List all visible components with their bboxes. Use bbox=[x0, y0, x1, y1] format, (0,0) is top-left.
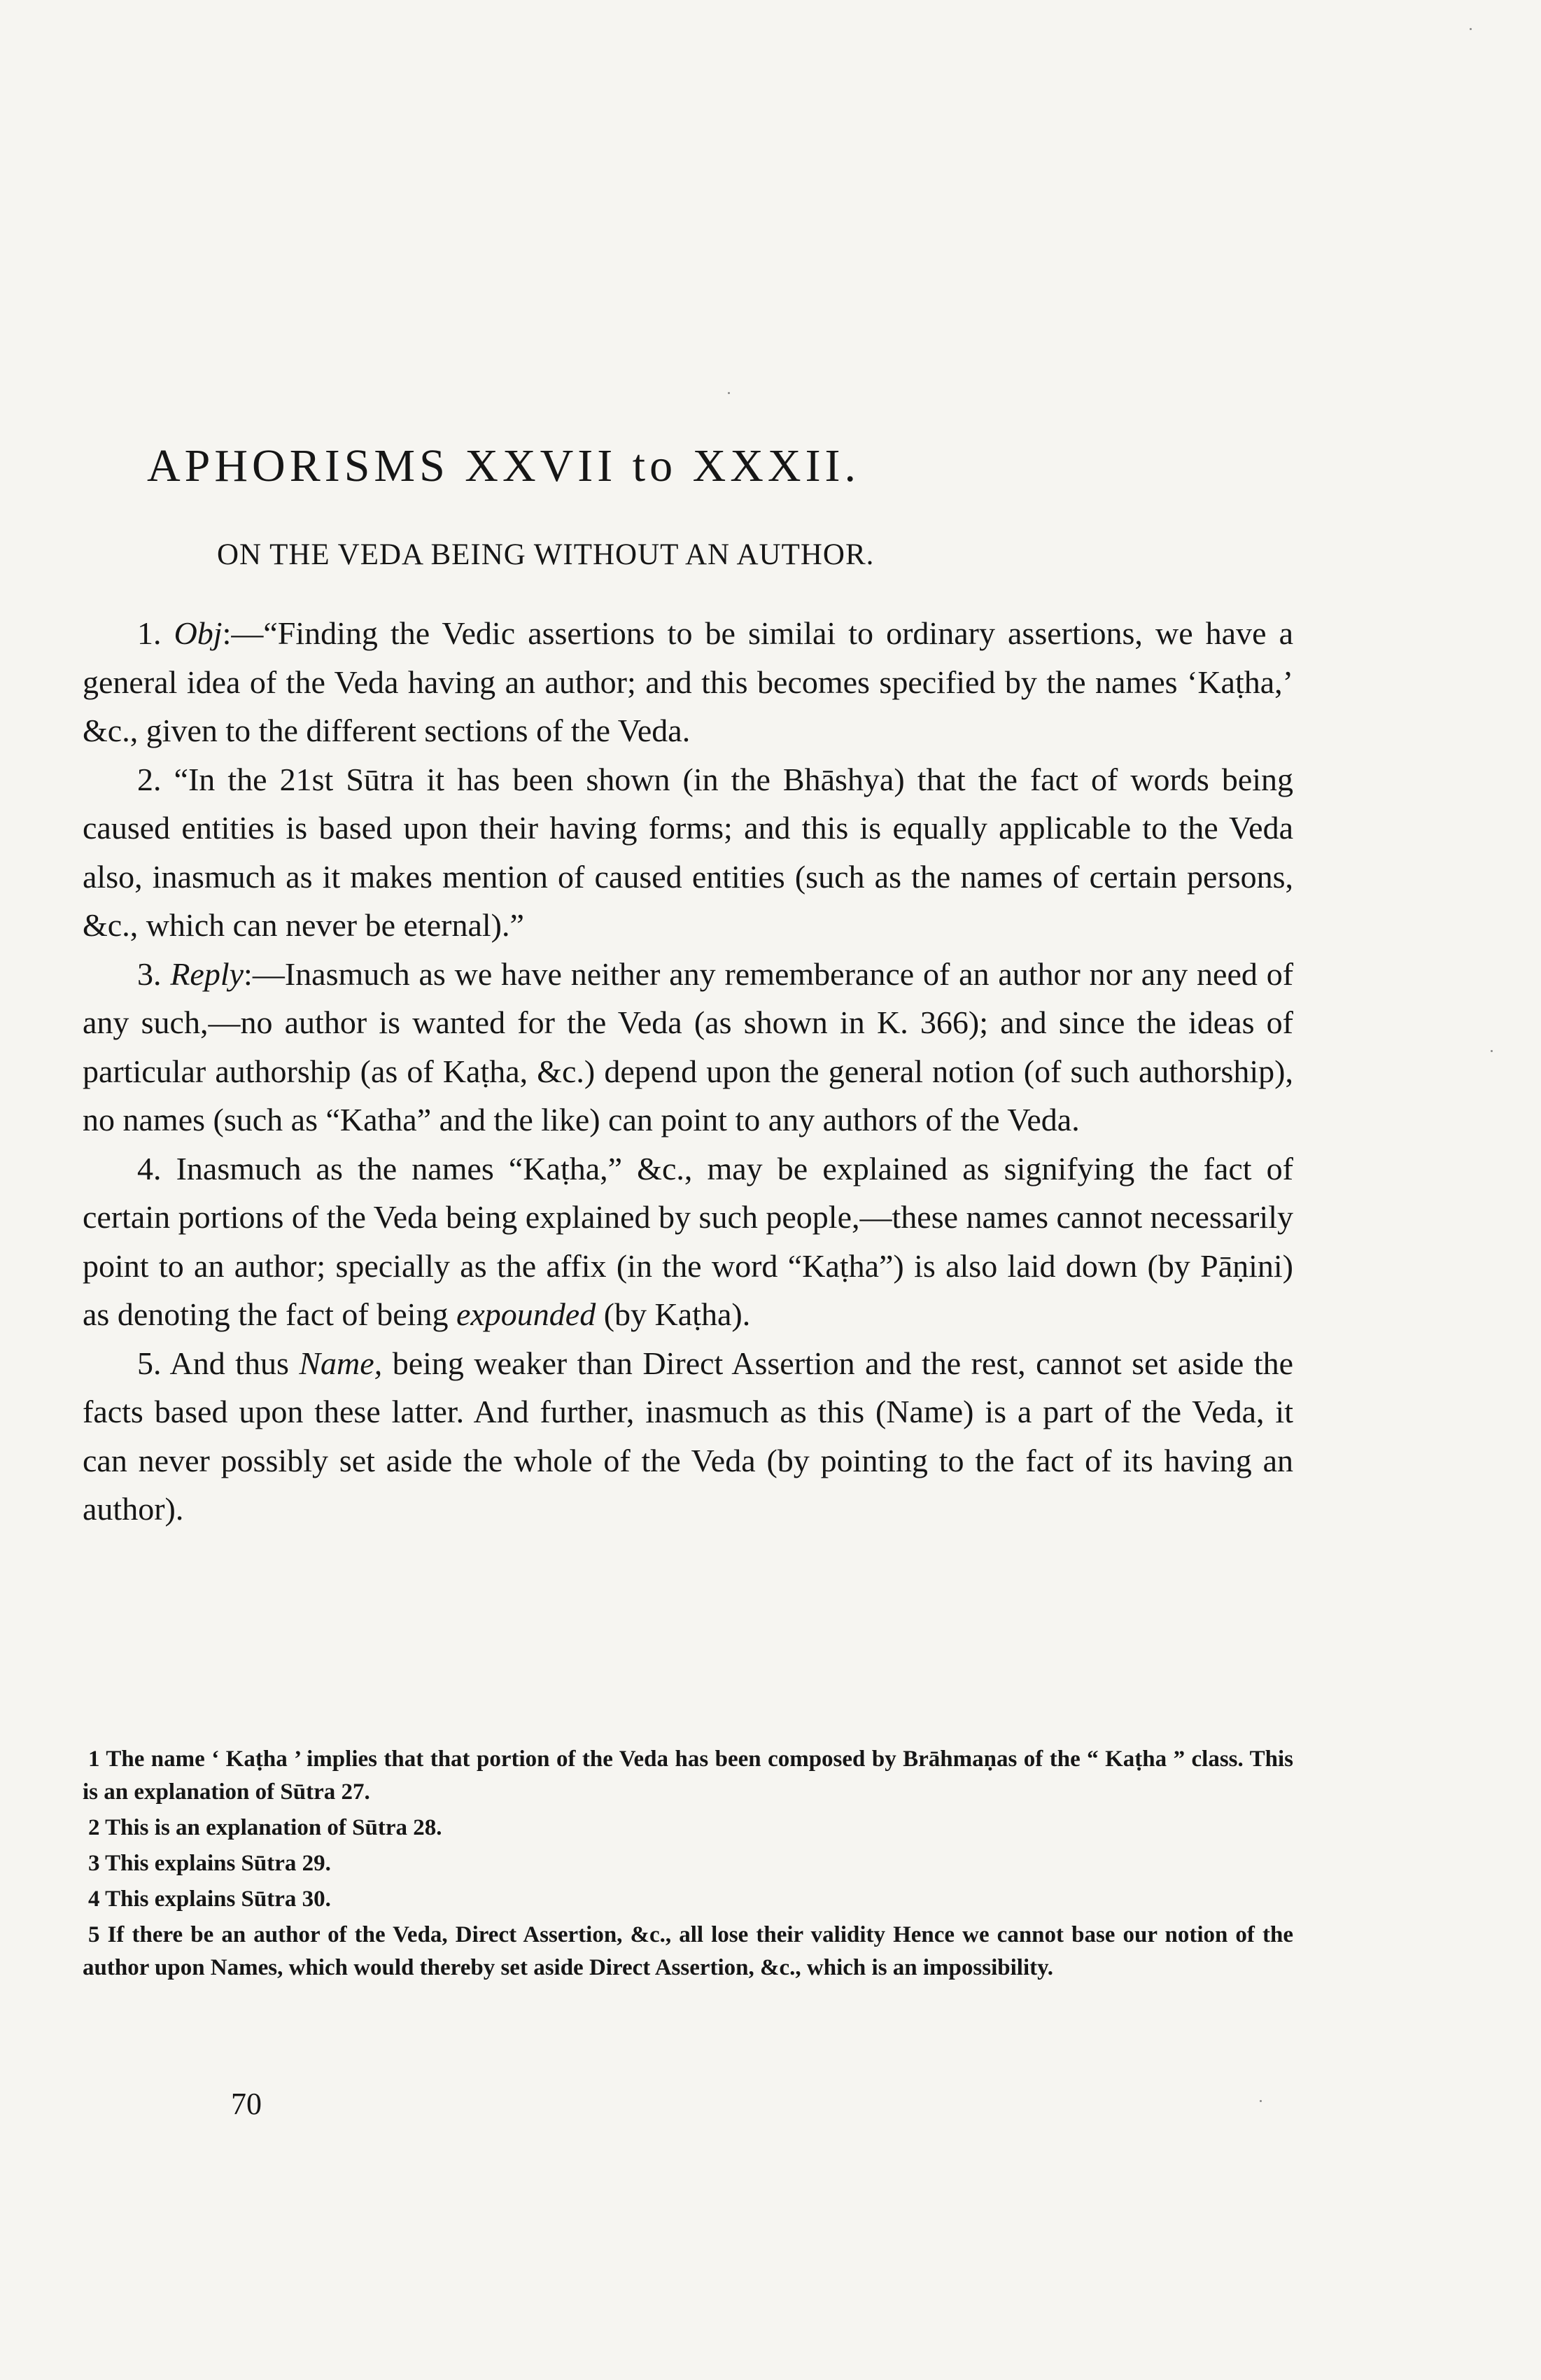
footnote-4: 4 This explains Sūtra 30. bbox=[88, 1886, 331, 1912]
footnote-3: 3 This explains Sūtra 29. bbox=[88, 1851, 331, 1876]
italic-term: Name, bbox=[299, 1345, 383, 1381]
paragraph-text: Inasmuch as the names “Kaṭha,” &c., may be explained as signifying the fact of certain portions of the Veda being explained by such people,—these names cannot necessarily point to an author; specially as the affix (in the word “Kaṭha”) is also laid down (by Pāṇini) as denoting the fact of being bbox=[83, 1150, 1294, 1332]
page-number: 70 bbox=[231, 2087, 262, 2121]
italic-term: expounded bbox=[456, 1296, 596, 1332]
paragraph-number: 2. bbox=[137, 761, 162, 797]
paragraph-1 bbox=[83, 609, 1293, 755]
footnote-2: 2 This is an explanation of Sūtra 28. bbox=[88, 1815, 442, 1840]
paragraph-tail: (by Kaṭha). bbox=[603, 1296, 751, 1332]
paragraph-number: 3. bbox=[137, 955, 162, 992]
paragraph-3 bbox=[83, 950, 1293, 1144]
scan-speck bbox=[1260, 2100, 1262, 2102]
paragraph-lead: Reply bbox=[170, 955, 244, 992]
footnotes bbox=[83, 1743, 1293, 1987]
paragraph-number: 4. bbox=[137, 1150, 162, 1186]
paragraph-number: 5. bbox=[137, 1345, 162, 1381]
paragraph-text: “In the 21st Sūtra it has been shown (in the Bhāshya) that the fact of words being caused entities is based upon their having forms; and this is equally applicable to the Veda also, inasmuch as it makes mention of caused entities (such as the names of certain persons, &c., which can never be eternal).” bbox=[83, 761, 1294, 943]
paragraph-text: :—“Finding the Vedic assertions to be similai to ordinary assertions, we have a general idea of the Veda having an author; and this becomes specified by the names ‘Kaṭha,’ &c., given to the different sections of the Veda. bbox=[83, 615, 1293, 748]
paragraph-text: :—Inasmuch as we have neither any rememberance of an author nor any need of any such,—no author is wanted for the Veda (as shown in K. 366); and since the ideas of particular authorship (as of Kaṭha, &c.) depend upon the general notion (of such authorship), no names (such as “Katha” and the like) can point to any authors of the Veda. bbox=[83, 955, 1294, 1138]
paragraph-5 bbox=[83, 1339, 1293, 1534]
main-text bbox=[83, 609, 1293, 1534]
paragraph-2 bbox=[83, 755, 1293, 950]
paragraph-text: being weaker than Direct Assertion and the rest, cannot set aside the facts based upon these latter. And further, inasmuch as this (Name) is a part of the Veda, it can never possibly set aside the whole of the Veda (by pointing to the fact of its having an author). bbox=[83, 1345, 1294, 1527]
footnote-1: 1 The name ‘ Kaṭha ’ implies that that portion of the Veda has been composed by Brāhmaṇas of the “ Kaṭha ” class. This is an explanation of Sūtra 27. bbox=[83, 1746, 1293, 1805]
scan-speck bbox=[728, 392, 730, 394]
paragraph-lead: Obj bbox=[174, 615, 223, 651]
scan-speck bbox=[1470, 28, 1472, 30]
section-subtitle: ON THE VEDA BEING WITHOUT AN AUTHOR. bbox=[217, 538, 875, 571]
paragraph-text-before: And thus bbox=[169, 1345, 289, 1381]
page-title: APHORISMS XXVII to XXXII. bbox=[147, 440, 861, 491]
scan-speck bbox=[1491, 1050, 1493, 1052]
paragraph-number: 1. bbox=[137, 615, 162, 651]
footnote-5: 5 If there be an author of the Veda, Direct Assertion, &c., all lose their validity Hence we cannot base our notion of the author upon Names, which would thereby set aside Direct Assertion, &c., which is an impossibility. bbox=[83, 1922, 1293, 1980]
paragraph-4 bbox=[83, 1144, 1293, 1339]
